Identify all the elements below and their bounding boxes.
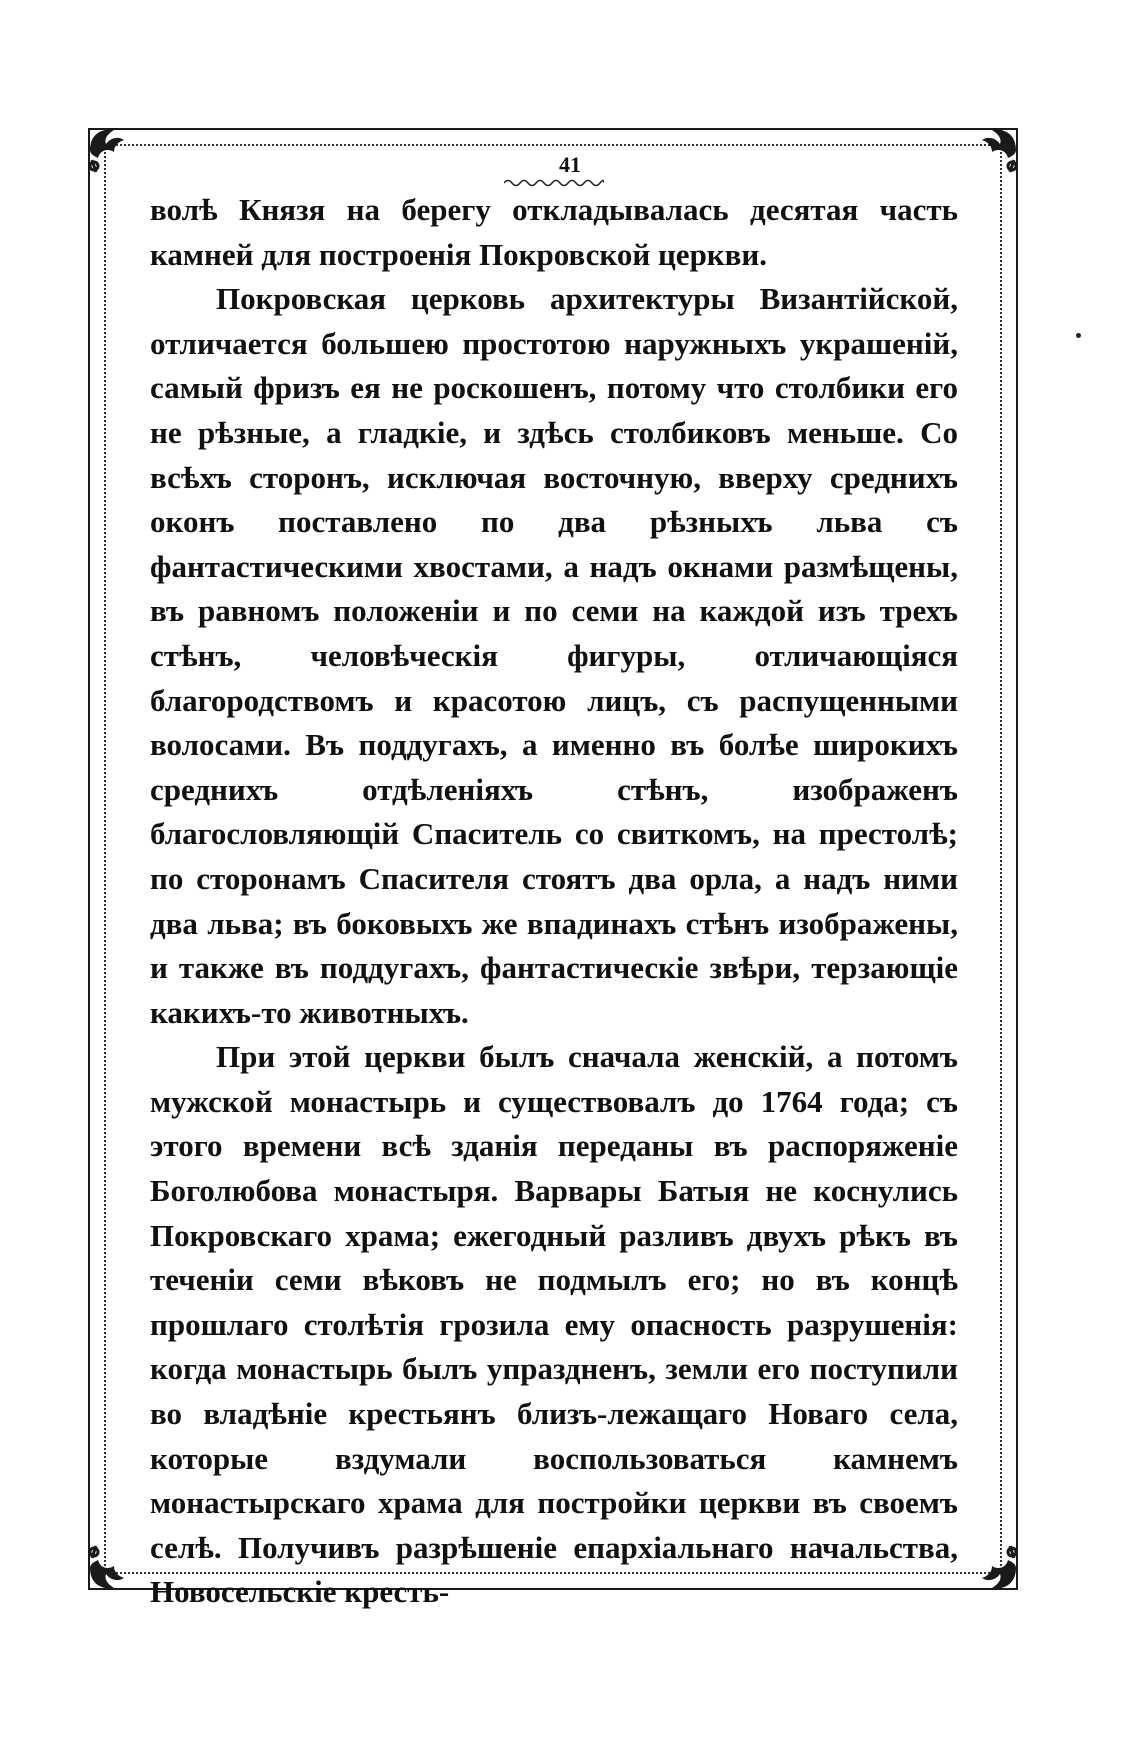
print-speck	[1076, 333, 1081, 338]
page-number: 41	[559, 152, 581, 177]
paragraph-church-description: Покровская церковь архитектуры Византійской, отличается большею простотою наружныхъ украшеній, самый фризъ ея не роскошенъ, потому что столбики его не рѣзные, а гладкіе, и здѣсь столбиковъ меньше. Со всѣхъ сторонъ, исключая восточную, вверху среднихъ оконъ поставлено по два рѣзныхъ льва съ фантастическими хвостами, а надъ окнами размѣщены, въ равномъ положеніи и по семи на каждой изъ трехъ стѣнъ, человѣческія фигуры, отличающіяся благородствомъ и красотою лицъ, съ распущенными волосами. Въ поддугахъ, а именно въ болѣе широкихъ среднихъ отдѣленіяхъ стѣнъ, изображенъ благословляющій Спаситель со свиткомъ, на престолѣ; по сторонамъ Спасителя стоятъ два орла, а надъ ними два льва; въ боковыхъ же впадинахъ стѣнъ изображены, и также въ поддугахъ, фантастическіе звѣри, терзающіе какихъ-то животныхъ.	[150, 281, 958, 1030]
paragraph-continuation: волѣ Князя на берегу откладывалась десятая часть камней для построенія Покровской церкви.	[150, 192, 958, 272]
corner-ornament-icon	[84, 1542, 140, 1598]
body-text	[150, 188, 958, 1615]
wavy-rule-icon	[504, 178, 604, 188]
corner-ornament-icon	[966, 1542, 1022, 1598]
paragraph-monastery-history: При этой церкви былъ сначала женскій, а потомъ мужской монастырь и существовалъ до 1764 года; съ этого времени всѣ зданія переданы въ распоряженіе Боголюбова монастыря. Варвары Батыя не коснулись Покровскаго храма; ежегодный разливъ двухъ рѣкъ въ теченіи семи вѣковъ не подмылъ его; но въ концѣ прошлаго столѣтія грозила ему опасность разрушенія: когда монастырь былъ упраздненъ, земли его поступили во владѣніе крестьянъ близъ-лежащаго Новаго села, которые вздумали воспользоваться камнемъ монастырскаго храма для постройки церкви въ своемъ селѣ. Получивъ разрѣшеніе епархіальнаго начальства, Новосельскіе кресть-	[150, 1039, 958, 1610]
